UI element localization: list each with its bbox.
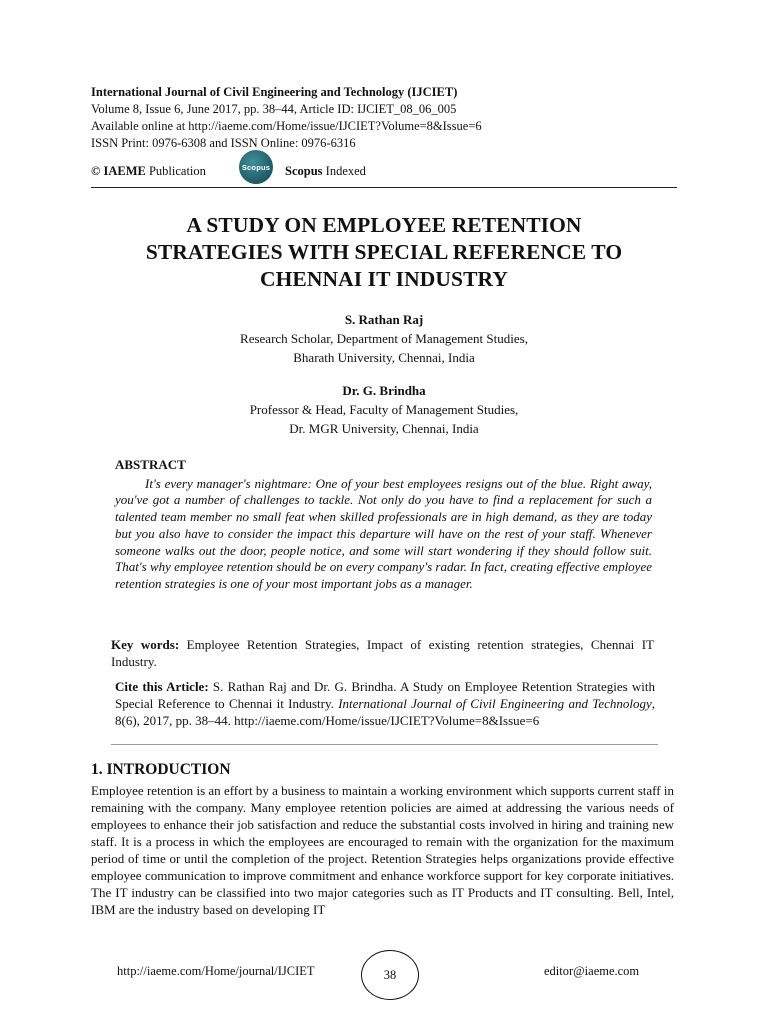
header-divider (91, 187, 677, 188)
journal-name: International Journal of Civil Engineering and Technology (IJCIET) (91, 85, 458, 99)
publisher-word: Publication (148, 164, 206, 178)
scopus-logo-icon (239, 150, 273, 184)
author-name: Dr. G. Brindha (342, 383, 426, 398)
author-affiliation-line: Research Scholar, Department of Management Studies, (240, 331, 528, 346)
author-1 (84, 310, 684, 367)
author-affiliation-line: Professor & Head, Faculty of Management Studies, (249, 402, 519, 417)
author-name: S. Rathan Raj (344, 312, 424, 327)
cite-details: , 8(6), 2017, pp. 38–44. (115, 696, 655, 728)
page-number-text: 38 (383, 967, 397, 982)
page-number (361, 950, 419, 1000)
copyright-symbol: © (91, 164, 101, 178)
journal-available-online: Available online at http://iaeme.com/Home/issue/IJCIET?Volume=8&Issue=6 (91, 119, 482, 133)
journal-issn: ISSN Print: 0976-6308 and ISSN Online: 0976-6316 (91, 136, 356, 150)
scopus-word: Indexed (325, 164, 366, 178)
journal-header (91, 84, 681, 152)
author-2 (84, 381, 684, 438)
section-body: Employee retention is an effort by a business to maintain a working environment which supports current staff in remaining with the company. Many employee retention policies are aimed at addressing the various needs of employees to enhance their job satisfaction and reduce the substantial costs involved in hiring and training new staff. It is a process in which the employees are encouraged to remain with the organization for the maximum period of time or until the completion of the project. Retention Strategies helps organizations provide effective employee communication to improve commitment and enhance workforce support for key corporate initiatives. The IT industry can be classified into two major categories such as IT Products and IT consulting. Bell, Intel, IBM are the industry based on developing IT (91, 783, 674, 917)
section-heading: 1. INTRODUCTION (91, 761, 231, 778)
cite-divider (111, 744, 658, 745)
author-affiliation-line: Dr. MGR University, Chennai, India (289, 421, 479, 436)
abstract (115, 457, 652, 593)
cite-url[interactable]: http://iaeme.com/Home/issue/IJCIET?Volume=8&Issue=6 (234, 713, 540, 728)
abstract-text: It's every manager's nightmare: One of your best employees resigns out of the blue. Right away, you've got a number of challenges to tackle. Not only do you have to find a replacement for such a talented team member no small feat when skilled professionals are in high demand, as they are today but you also have to consider the impact this departure will have on the rest of your staff. Whenever someone walks out the door, people notice, and some will start wondering if they should follow suit. That's why employee retention should be on every company's radar. In fact, creating effective employee retention strategies is one of your most important jobs as a manager. (115, 475, 652, 591)
publisher-name: IAEME (103, 164, 146, 178)
author-affiliation-line: Bharath University, Chennai, India (293, 350, 475, 365)
title-line-1: A STUDY ON EMPLOYEE RETENTION (186, 213, 582, 237)
publisher-label (91, 164, 206, 179)
page-footer (0, 950, 768, 1000)
keywords (111, 636, 654, 670)
footer-email-link[interactable]: editor@iaeme.com (544, 964, 640, 978)
scopus-indexed-label (285, 164, 366, 179)
scopus-logo-text: Scopus (241, 162, 271, 172)
keywords-text: Employee Retention Strategies, Impact of existing retention strategies, Chennai IT Industry. (111, 637, 654, 669)
scopus-name: Scopus (285, 164, 323, 178)
keywords-label: Key words: (111, 637, 180, 652)
cite-this-article (115, 678, 655, 729)
cite-text: S. Rathan Raj and Dr. G. Brindha. A Study on Employee Retention Strategies with Special Reference to Chennai it Industry. (115, 679, 655, 711)
abstract-heading: ABSTRACT (115, 457, 186, 472)
cite-journal: International Journal of Civil Engineering and Technology (338, 696, 652, 711)
cite-label: Cite this Article: (115, 679, 209, 694)
footer-journal-link[interactable]: http://iaeme.com/Home/journal/IJCIET (117, 964, 315, 978)
title-line-3: CHENNAI IT INDUSTRY (259, 267, 509, 291)
paper-title (80, 212, 688, 293)
title-line-2: STRATEGIES WITH SPECIAL REFERENCE TO (145, 240, 623, 264)
publisher-row (91, 158, 681, 186)
journal-volume: Volume 8, Issue 6, June 2017, pp. 38–44, Article ID: IJCIET_08_06_005 (91, 102, 457, 116)
